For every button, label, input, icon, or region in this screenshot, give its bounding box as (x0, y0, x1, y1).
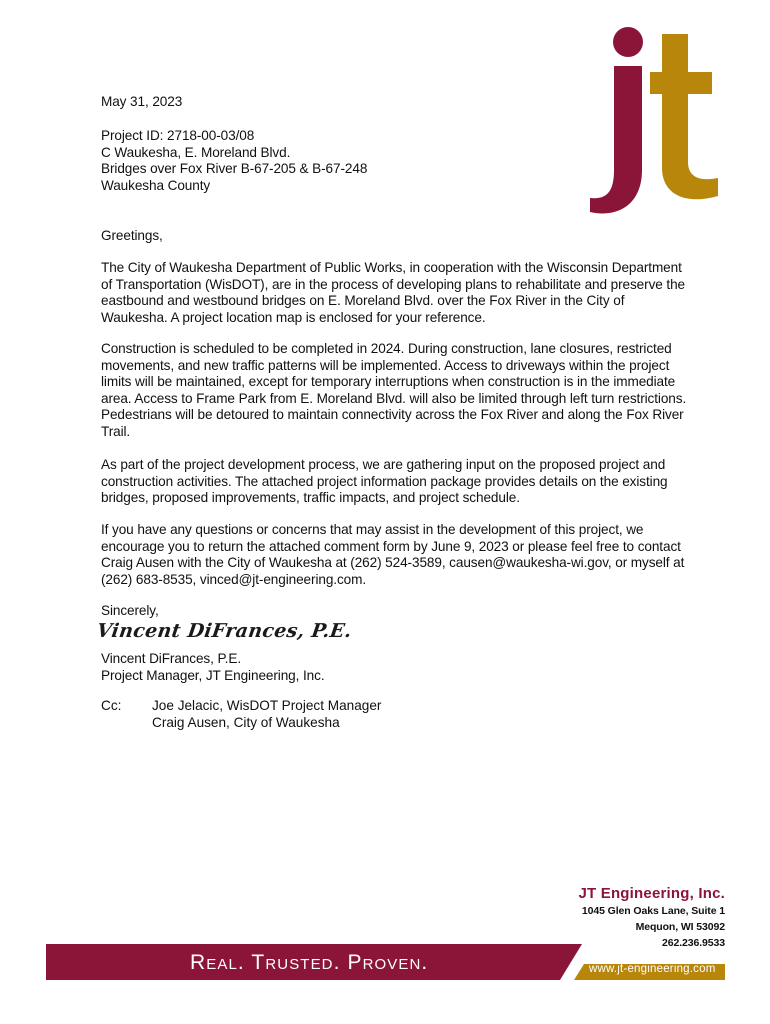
company-address-2: Mequon, WI 53092 (635, 921, 725, 933)
project-location: C Waukesha, E. Moreland Blvd. (101, 144, 291, 160)
paragraph-construction: Construction is scheduled to be completed in 2024. During construction, lane closures, restricted movements, and new traffic patterns will be implemented. Access to driveways within the project limits will be maintained, except for temporary interruptions when construction is in the immediate area. Access to Frame Park from E. Moreland Blvd. will also be limited through left turn restrictions. Pedestrians will be detoured to maintain connectivity across the Fox River and along the Fox River Trail. (101, 341, 687, 439)
letter-date: May 31, 2023 (101, 94, 183, 109)
cc-recipients (152, 698, 381, 731)
company-phone: 262.236.9533 (661, 937, 725, 949)
footer-website[interactable]: www.jt-engineering.com (589, 963, 716, 975)
paragraph-input: As part of the project development process, we are gathering input on the proposed project and construction activities. The attached project information package provides details on the existing bridges, proposed improvements, traffic impacts, and project schedule. (101, 457, 668, 506)
sender-name: Vincent DiFrances, P.E. (101, 651, 242, 666)
sender-block (101, 651, 713, 684)
project-bridges: Bridges over Fox River B-67-205 & B-67-248 (101, 161, 368, 177)
project-county: Waukesha County (101, 177, 211, 193)
cc-recipient: Joe Jelacic, WisDOT Project Manager (152, 698, 382, 713)
project-id: Project ID: 2718-00-03/08 (101, 128, 255, 143)
cc-label: Cc: (101, 698, 122, 713)
sender-title: Project Manager, JT Engineering, Inc. (101, 667, 325, 683)
cc-recipient: Craig Ausen, City of Waukesha (152, 714, 340, 730)
project-info (101, 128, 713, 194)
paragraph-contact: If you have any questions or concerns that may assist in the development of this project, we encourage you to return the attached comment form by June 9, 2023 or please feel free to contact Craig Ausen with the City of Waukesha at (262) 524-3589, causen@waukesha-wi.gov, or myself at (262) 683-8535, vinced@jt-engineering.com. (101, 522, 685, 587)
paragraph-intro: The City of Waukesha Department of Public Works, in cooperation with the Wisconsin Department of Transportation (WisDOT), are in the process of developing plans to rehabilitate and preserve the eastbound and westbound bridges on E. Moreland Blvd. over the Fox River in the City of Waukesha. A project location map is enclosed for your reference. (101, 260, 686, 325)
company-block (578, 885, 725, 951)
footer-tagline: Real. Trusted. Proven. (190, 951, 429, 974)
company-name: JT Engineering, Inc. (578, 885, 725, 902)
closing: Sincerely, (101, 603, 159, 618)
handwritten-signature: Vincent DiFrances, P.E. (95, 620, 354, 642)
company-address-1: 1045 Glen Oaks Lane, Suite 1 (581, 905, 725, 917)
greeting: Greetings, (101, 228, 163, 243)
